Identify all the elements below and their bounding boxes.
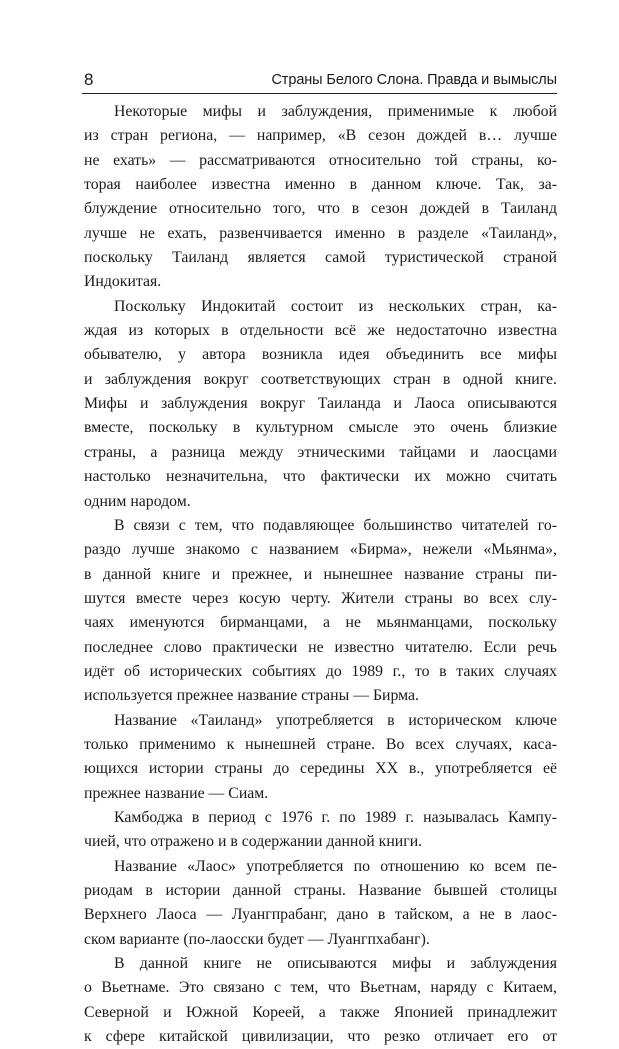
text-line: чаях именуются бирманцами, а не мьянманцами, поскольку <box>84 614 557 632</box>
text-line: ющихся истории страны до середины XX в., употребляется её <box>84 760 557 778</box>
text-line: Название «Таиланд» употребляется в историческом ключе <box>114 711 557 729</box>
text-line: и заблуждения вокруг соответствующих стран в одной книге. <box>84 370 557 388</box>
text-line: ском варианте (по-лаосски будет — Луангпхабанг). <box>84 930 430 948</box>
text-line: используется прежнее название страны — Бирма. <box>84 687 419 705</box>
text-line: вместе, поскольку в культурном смысле это очень близкие <box>84 419 557 437</box>
text-line: В данной книге не описываются мифы и заблуждения <box>114 955 557 973</box>
text-line: ждая из которых в отдельности всё же недостаточно известна <box>84 322 557 340</box>
text-line: поскольку Таиланд является самой туристической страной <box>84 249 557 267</box>
text-line: одним народом. <box>84 492 191 510</box>
text-line: прежнее название — Сиам. <box>84 784 269 802</box>
text-line: Северной и Южной Кореей, а также Японией принадлежит <box>84 1003 557 1021</box>
text-line: торая наиболее известна именно в данном ключе. Так, за- <box>84 176 557 194</box>
text-line: настолько незначительна, что фактически их можно считать <box>84 468 557 486</box>
text-line: страны, а разница между этническими тайцами и лаосцами <box>84 443 557 461</box>
text-line: риодам в истории данной страны. Название бывшей столицы <box>84 882 557 899</box>
text-line: В связи с тем, что подавляющее большинство читателей го- <box>114 516 557 534</box>
running-title: Страны Белого Слона. Правда и вымыслы <box>271 72 557 88</box>
text-line: блуждение относительно того, что в сезон дождей в Таиланд <box>84 200 557 218</box>
text-line: о Вьетнаме. Это связано с тем, что Вьетнам, наряду с Китаем, <box>84 979 557 997</box>
header-rule <box>82 93 557 94</box>
text-line: не ехать» — рассматриваются относительно той страны, ко- <box>84 151 557 169</box>
text-line: обывателю, у автора возникла идея объединить все мифы <box>84 346 557 364</box>
text-line: Мифы и заблуждения вокруг Таиланда и Лаоса описываются <box>84 395 557 413</box>
text-line: Название «Лаос» употребляется по отношению ко всем пе- <box>114 857 557 875</box>
text-line: лучше не ехать, развенчивается именно в разделе «Таиланд», <box>84 224 557 242</box>
text-line: чией, что отражено и в содержании данной книги. <box>84 833 423 851</box>
text-line: в данной книге и прежнее, и нынешнее название страны пи- <box>84 565 557 583</box>
text-line: Камбоджа в период с 1976 г. по 1989 г. называлась Кампу- <box>114 808 557 826</box>
text-line: раздо лучше знакомо с названием «Бирма», нежели «Мьянма», <box>84 541 557 559</box>
text-line: Поскольку Индокитай состоит из нескольких стран, ка- <box>114 297 557 315</box>
text-line: Верхнего Лаоса — Луангпрабанг, дано в тайском, а не в лаос- <box>84 906 557 924</box>
text-line: к сфере китайской цивилизации, что резко отличает его от <box>84 1028 557 1046</box>
text-line: последнее слово практически не известно читателю. Если речь <box>84 638 557 656</box>
text-line: идёт об исторических событиях до 1989 г., то в таких случаях <box>84 662 557 680</box>
text-line: Некоторые мифы и заблуждения, применимые к любой <box>114 103 557 120</box>
page-number: 8 <box>84 70 94 89</box>
text-line: только применимо к нынешней стране. Во всех случаях, каса- <box>84 735 557 753</box>
body-text <box>84 100 557 1049</box>
text-line: из стран региона, — например, «В сезон дождей в… лучше <box>84 127 557 145</box>
text-line: Индокитая. <box>84 273 162 291</box>
text-line: шутся вместе через косую черту. Жители страны во всех слу- <box>84 589 557 607</box>
